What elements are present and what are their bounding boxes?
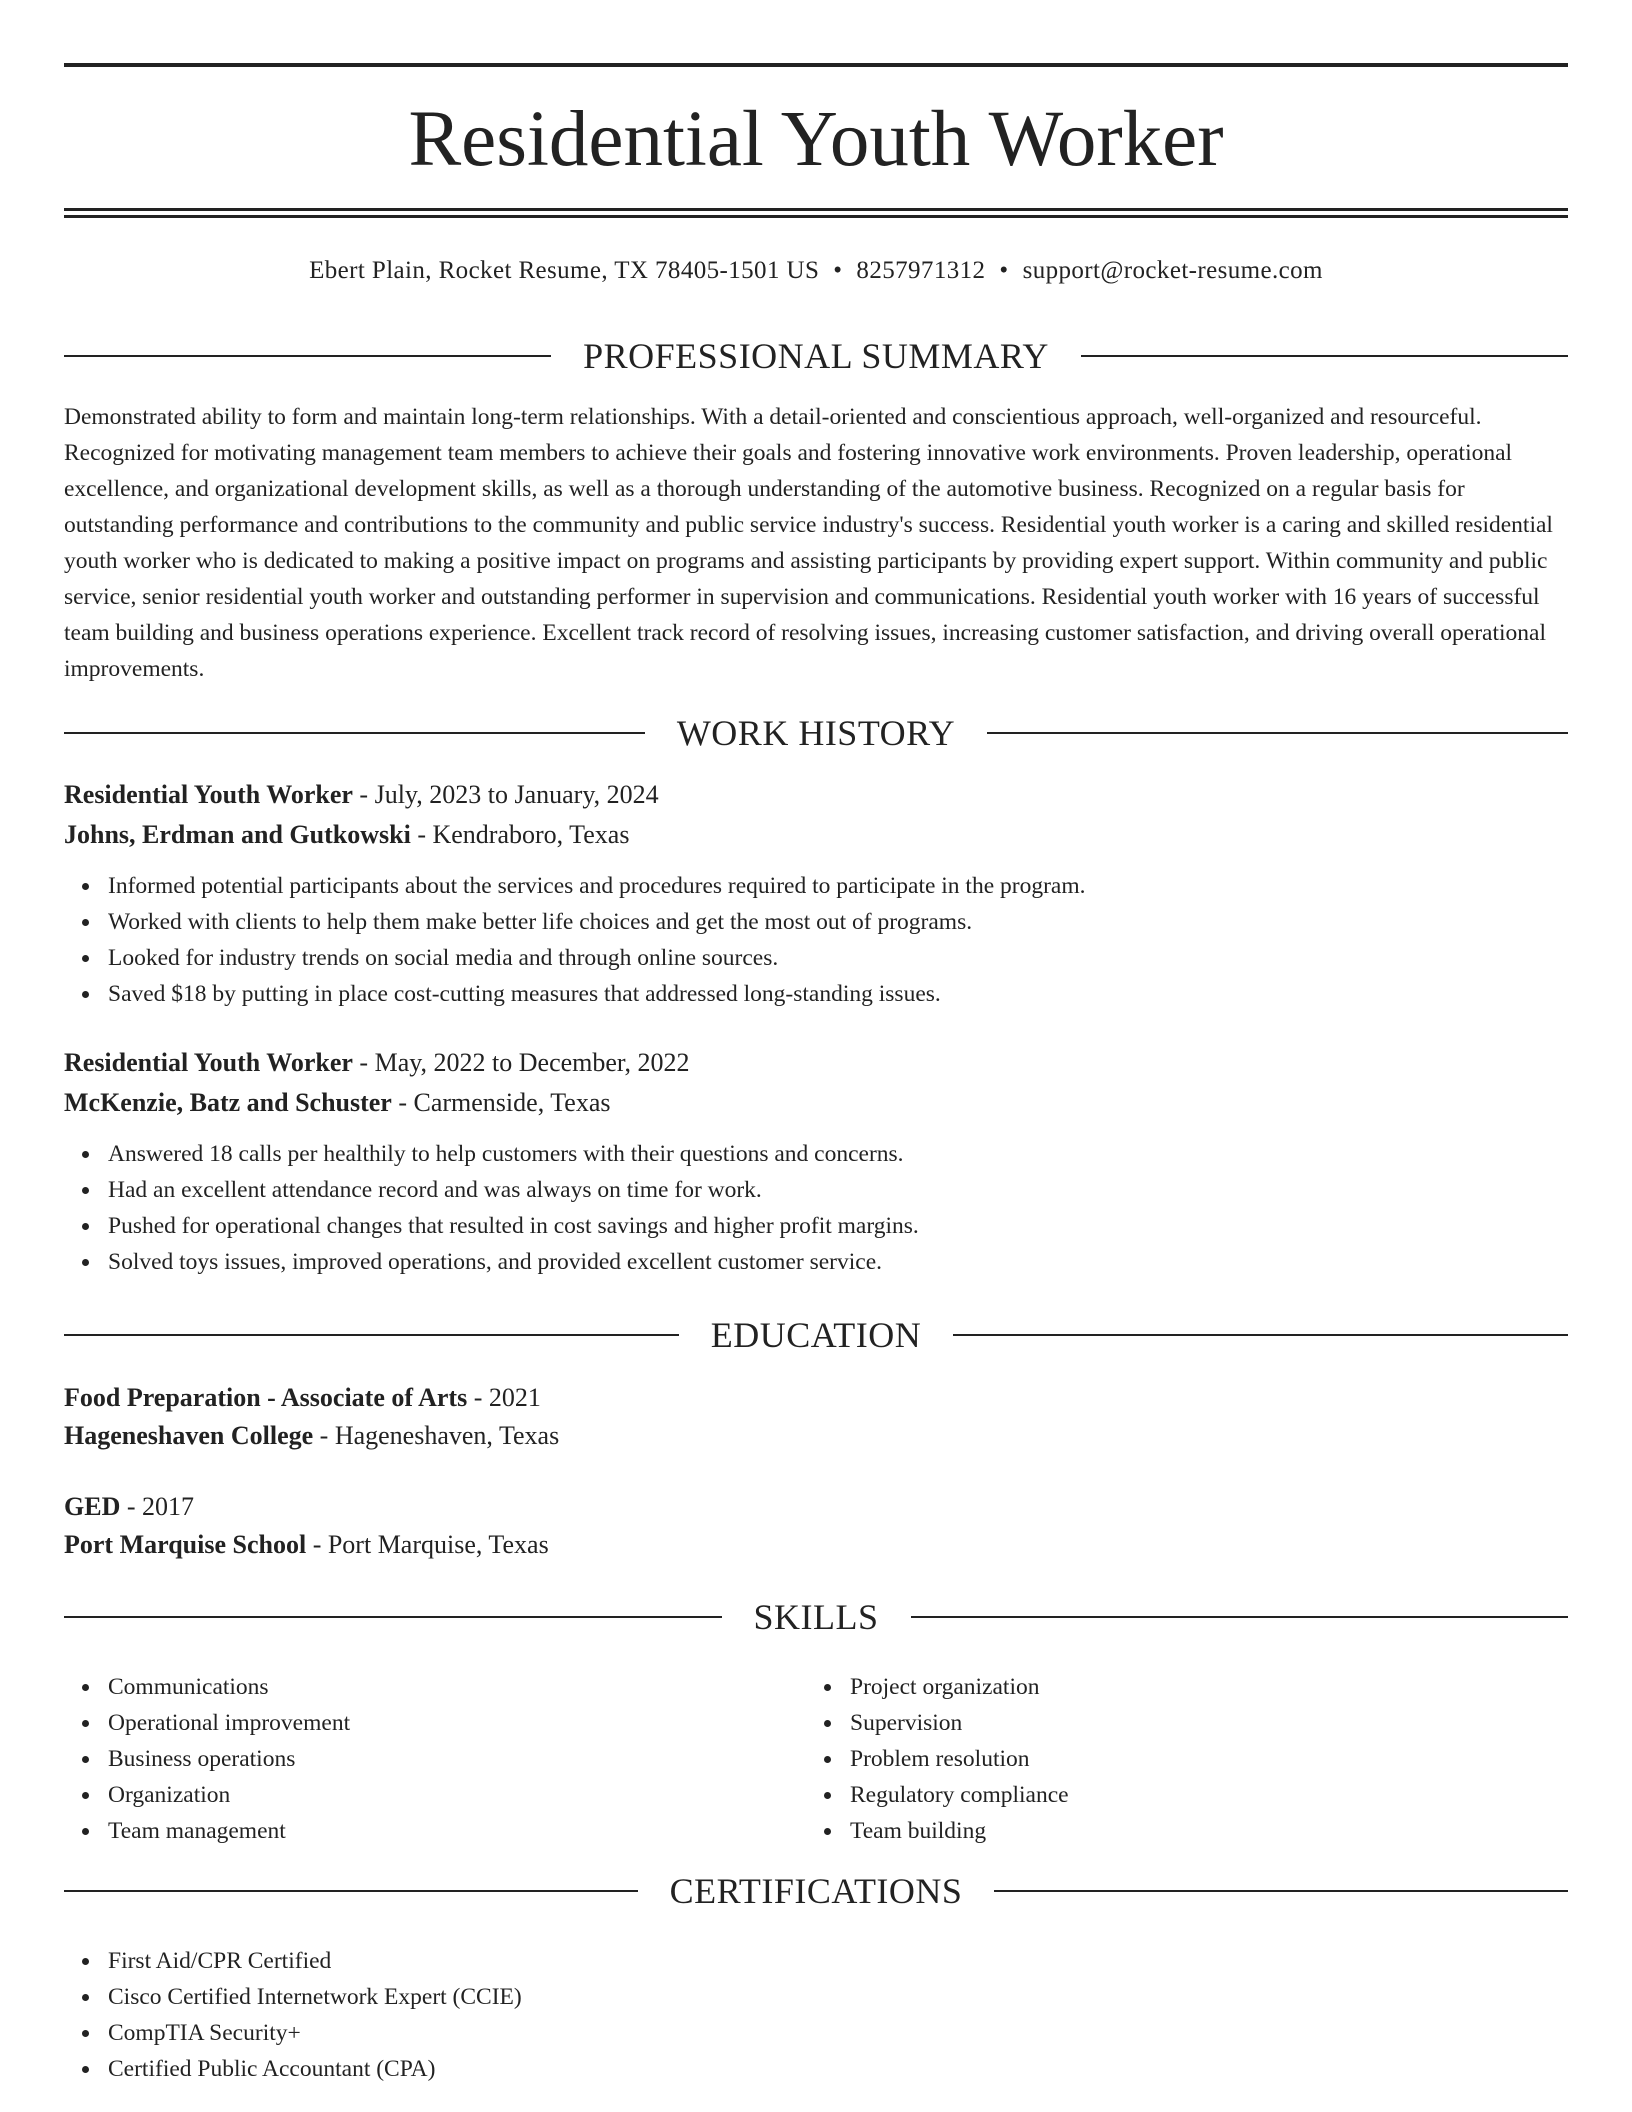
skills-list-left bbox=[64, 1669, 808, 1849]
list-item: Problem resolution bbox=[850, 1741, 1550, 1777]
contact-separator: • bbox=[833, 257, 843, 284]
job-company-line bbox=[64, 815, 629, 855]
degree-year: - 2017 bbox=[120, 1492, 195, 1521]
job-dates: - May, 2022 to December, 2022 bbox=[352, 1048, 690, 1077]
contact-separator: • bbox=[999, 257, 1009, 284]
contact-address: Ebert Plain, Rocket Resume, TX 78405-1501 US bbox=[309, 257, 820, 284]
school-line bbox=[64, 1416, 559, 1456]
heading-rule-left bbox=[64, 1616, 722, 1618]
job-duties-list bbox=[64, 1136, 919, 1280]
heading-rule-right bbox=[987, 732, 1568, 734]
list-item: Team building bbox=[850, 1813, 1550, 1849]
job-title: Residential Youth Worker bbox=[64, 780, 353, 809]
list-item: Certified Public Accountant (CPA) bbox=[108, 2051, 522, 2087]
list-item: Project organization bbox=[850, 1669, 1550, 1705]
heading-rule-left bbox=[64, 1334, 679, 1336]
list-item: Pushed for operational changes that resulted in cost savings and higher profit margins. bbox=[108, 1208, 919, 1244]
heading-rule-left bbox=[64, 1890, 638, 1892]
school: Port Marquise School bbox=[64, 1530, 307, 1559]
school-line bbox=[64, 1525, 549, 1565]
certifications-list bbox=[64, 1943, 522, 2087]
list-item: First Aid/CPR Certified bbox=[108, 1943, 522, 1979]
skills-heading-title: SKILLS bbox=[753, 1597, 879, 1637]
summary-text: Demonstrated ability to form and maintain long-term relationships. With a detail-oriented and conscientious approach, well-organized and resourceful. Recognized for motivating management team members to achieve their goals and fostering innovative work environments. Proven leadership, operational excellence, and organizational development skills, as well as a thorough understanding of the automotive business. Recognized on a regular basis for outstanding performance and contributions to the community and public service industry's success. Residential youth worker is a caring and skilled residential youth worker who is dedicated to making a positive impact on programs and assisting participants by providing expert support. Within community and public service, senior residential youth worker and outstanding performer in supervision and communications. Residential youth worker with 16 years of successful team building and business operations experience. Excellent track record of resolving issues, increasing customer satisfaction, and driving overall operational improvements. bbox=[64, 404, 1553, 682]
job-company-line bbox=[64, 1083, 610, 1123]
work-history-heading-title: WORK HISTORY bbox=[676, 713, 956, 753]
job-company: McKenzie, Batz and Schuster bbox=[64, 1088, 392, 1117]
list-item: Business operations bbox=[108, 1741, 808, 1777]
list-item: Team management bbox=[108, 1813, 808, 1849]
list-item: Informed potential participants about the services and procedures required to participate in the program. bbox=[108, 868, 1086, 904]
list-item: Had an excellent attendance record and was always on time for work. bbox=[108, 1172, 919, 1208]
certifications-heading bbox=[64, 1868, 1568, 1914]
certifications-heading-title: CERTIFICATIONS bbox=[669, 1871, 963, 1911]
candidate-name: Residential Youth Worker bbox=[408, 96, 1224, 183]
school-location: - Hageneshaven, Texas bbox=[313, 1421, 560, 1450]
heading-rule-right bbox=[911, 1616, 1569, 1618]
heading-rule-right bbox=[994, 1890, 1568, 1892]
degree-line bbox=[64, 1378, 541, 1418]
work-history-heading bbox=[64, 710, 1568, 756]
skills-heading bbox=[64, 1594, 1568, 1640]
job-company: Johns, Erdman and Gutkowski bbox=[64, 820, 411, 849]
job-title-line bbox=[64, 775, 659, 815]
header-rule-lower bbox=[64, 215, 1568, 218]
degree-year: - 2021 bbox=[467, 1383, 541, 1412]
school: Hageneshaven College bbox=[64, 1421, 314, 1450]
degree: Food Preparation - Associate of Arts bbox=[64, 1383, 468, 1412]
header-rule-upper bbox=[64, 208, 1568, 211]
top-rule bbox=[64, 63, 1568, 67]
education-heading-title: EDUCATION bbox=[710, 1315, 922, 1355]
list-item: Saved $18 by putting in place cost-cutting measures that addressed long-standing issues. bbox=[108, 976, 1086, 1012]
heading-rule-left bbox=[64, 355, 551, 357]
school-location: - Port Marquise, Texas bbox=[306, 1530, 549, 1559]
list-item: CompTIA Security+ bbox=[108, 2015, 522, 2051]
job-dates: - July, 2023 to January, 2024 bbox=[352, 780, 659, 809]
job-location: - Kendraboro, Texas bbox=[410, 820, 630, 849]
list-item: Worked with clients to help them make better life choices and get the most out of programs. bbox=[108, 904, 1086, 940]
contact-phone: 8257971312 bbox=[856, 257, 986, 284]
list-item: Operational improvement bbox=[108, 1705, 808, 1741]
list-item: Cisco Certified Internetwork Expert (CCIE) bbox=[108, 1979, 522, 2015]
job-duties-list bbox=[64, 868, 1086, 1012]
summary-heading bbox=[64, 333, 1568, 379]
skills-list-right bbox=[806, 1669, 1550, 1849]
job-title-line bbox=[64, 1043, 690, 1083]
list-item: Regulatory compliance bbox=[850, 1777, 1550, 1813]
list-item: Solved toys issues, improved operations, and provided excellent customer service. bbox=[108, 1244, 919, 1280]
job-location: - Carmenside, Texas bbox=[391, 1088, 611, 1117]
degree-line bbox=[64, 1487, 194, 1527]
heading-rule-right bbox=[953, 1334, 1568, 1336]
list-item: Looked for industry trends on social media and through online sources. bbox=[108, 940, 1086, 976]
list-item: Supervision bbox=[850, 1705, 1550, 1741]
list-item: Communications bbox=[108, 1669, 808, 1705]
list-item: Organization bbox=[108, 1777, 808, 1813]
summary-heading-title: PROFESSIONAL SUMMARY bbox=[583, 336, 1049, 376]
list-item: Answered 18 calls per healthily to help customers with their questions and concerns. bbox=[108, 1136, 919, 1172]
degree: GED bbox=[64, 1492, 121, 1521]
contact-line bbox=[64, 252, 1568, 290]
education-heading bbox=[64, 1312, 1568, 1358]
heading-rule-left bbox=[64, 732, 645, 734]
heading-rule-right bbox=[1081, 355, 1568, 357]
contact-email: support@rocket-resume.com bbox=[1022, 257, 1323, 284]
job-title: Residential Youth Worker bbox=[64, 1048, 353, 1077]
